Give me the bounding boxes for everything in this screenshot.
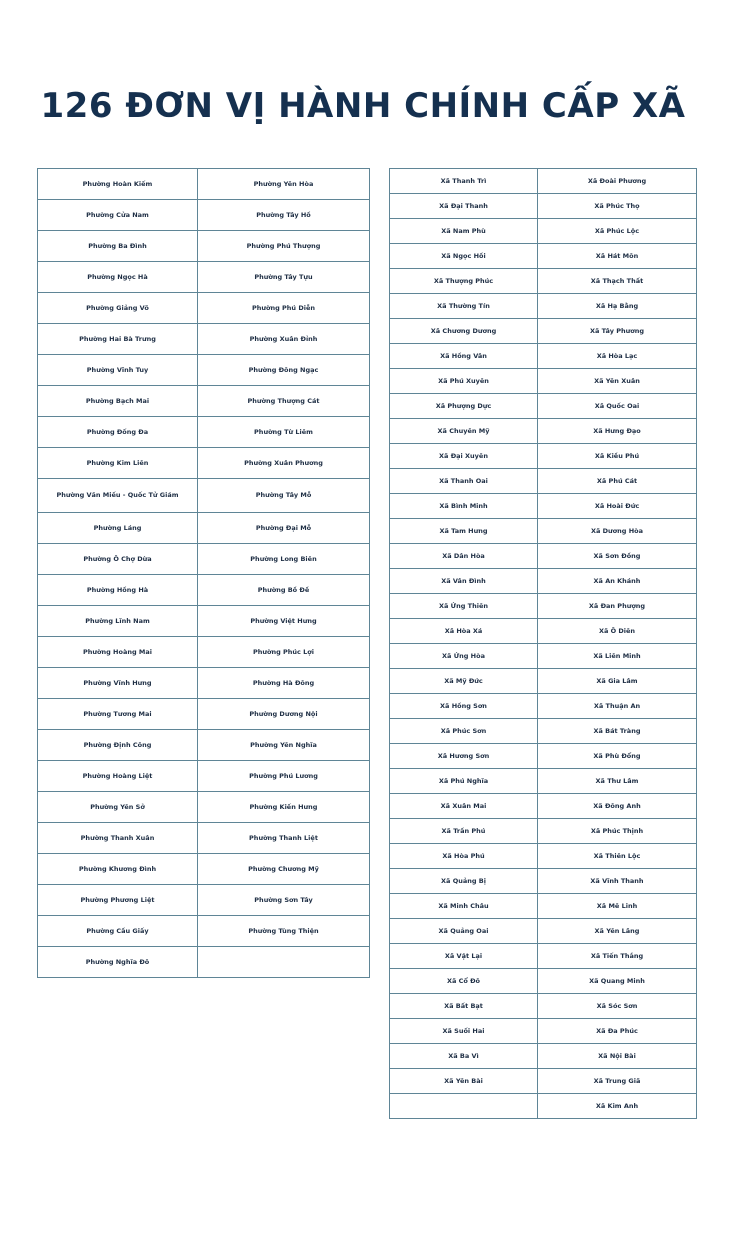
table-cell: Phường Tương Mai	[38, 699, 198, 730]
table-cell: Xã Hòa Xá	[390, 619, 538, 644]
table-cell: Xã Ba Vì	[390, 1044, 538, 1069]
table-row	[38, 355, 370, 386]
table-row	[390, 944, 697, 969]
table-cell: Xã Phượng Dực	[390, 394, 538, 419]
table-cell: Xã Đan Phượng	[538, 594, 697, 619]
table-cell: Xã Thường Tín	[390, 294, 538, 319]
table-row	[390, 319, 697, 344]
table-cell: Xã An Khánh	[538, 569, 697, 594]
table-cell: Phường Chương Mỹ	[198, 854, 370, 885]
table-cell	[198, 947, 370, 978]
xa-table-body	[390, 169, 697, 1119]
table-cell: Xã Thượng Phúc	[390, 269, 538, 294]
table-row	[38, 513, 370, 544]
table-cell: Phường Bồ Đề	[198, 575, 370, 606]
table-row	[390, 869, 697, 894]
table-cell: Xã Bình Minh	[390, 494, 538, 519]
table-row	[38, 916, 370, 947]
table-cell: Xã Hòa Lạc	[538, 344, 697, 369]
table-cell: Xã Quốc Oai	[538, 394, 697, 419]
table-cell: Phường Ô Chợ Dừa	[38, 544, 198, 575]
table-cell: Phường Tây Mỗ	[198, 479, 370, 513]
table-cell: Xã Nam Phù	[390, 219, 538, 244]
table-cell: Xã Bát Tràng	[538, 719, 697, 744]
table-cell: Xã Thiên Lộc	[538, 844, 697, 869]
table-cell: Phường Phú Diễn	[198, 293, 370, 324]
table-row	[390, 669, 697, 694]
table-row	[38, 668, 370, 699]
table-cell: Phường Nghĩa Đô	[38, 947, 198, 978]
table-cell: Phường Hà Đông	[198, 668, 370, 699]
table-cell: Xã Hát Môn	[538, 244, 697, 269]
table-row	[38, 637, 370, 668]
table-cell: Xã Thuận An	[538, 694, 697, 719]
table-cell: Phường Kiến Hưng	[198, 792, 370, 823]
table-cell: Xã Ô Diên	[538, 619, 697, 644]
table-cell: Phường Lĩnh Nam	[38, 606, 198, 637]
table-cell: Xã Kiều Phú	[538, 444, 697, 469]
table-row	[390, 744, 697, 769]
table-cell: Xã Mê Linh	[538, 894, 697, 919]
table-cell: Phường Thượng Cát	[198, 386, 370, 417]
table-cell: Xã Quang Minh	[538, 969, 697, 994]
table-cell: Phường Hoàng Mai	[38, 637, 198, 668]
table-cell: Phường Ba Đình	[38, 231, 198, 262]
table-row	[38, 448, 370, 479]
page-title: 126 ĐƠN VỊ HÀNH CHÍNH CẤP XÃ	[40, 86, 686, 126]
table-cell: Phường Yên Hòa	[198, 169, 370, 200]
table-cell: Phường Hoàn Kiếm	[38, 169, 198, 200]
table-cell: Phường Hồng Hà	[38, 575, 198, 606]
table-row	[390, 694, 697, 719]
table-cell: Phường Từ Liêm	[198, 417, 370, 448]
table-row	[390, 769, 697, 794]
table-cell: Xã Trần Phú	[390, 819, 538, 844]
table-cell: Xã Hạ Bằng	[538, 294, 697, 319]
table-cell: Phường Vĩnh Hưng	[38, 668, 198, 699]
table-row	[38, 699, 370, 730]
table-cell: Xã Tiến Thắng	[538, 944, 697, 969]
table-cell: Phường Yên Sở	[38, 792, 198, 823]
table-row	[390, 419, 697, 444]
table-row	[390, 894, 697, 919]
table-row	[38, 823, 370, 854]
table-row	[38, 386, 370, 417]
table-row	[390, 569, 697, 594]
table-row	[390, 269, 697, 294]
table-row	[38, 730, 370, 761]
table-cell: Xã Chương Dương	[390, 319, 538, 344]
table-cell: Xã Bất Bạt	[390, 994, 538, 1019]
table-row	[390, 494, 697, 519]
table-cell: Phường Khương Đình	[38, 854, 198, 885]
table-row	[390, 544, 697, 569]
table-cell: Xã Vật Lại	[390, 944, 538, 969]
table-row	[38, 606, 370, 637]
xa-table	[389, 168, 697, 1119]
table-row	[390, 519, 697, 544]
table-cell: Xã Đại Thanh	[390, 194, 538, 219]
table-row	[390, 719, 697, 744]
table-row	[38, 293, 370, 324]
table-cell: Phường Hoàng Liệt	[38, 761, 198, 792]
table-row	[390, 594, 697, 619]
table-row	[390, 994, 697, 1019]
table-cell: Phường Tây Hồ	[198, 200, 370, 231]
table-row	[390, 969, 697, 994]
table-cell: Xã Phúc Lộc	[538, 219, 697, 244]
table-cell: Xã Phúc Sơn	[390, 719, 538, 744]
table-cell: Phường Tây Tựu	[198, 262, 370, 293]
table-cell: Xã Đại Xuyên	[390, 444, 538, 469]
table-cell: Xã Đoài Phương	[538, 169, 697, 194]
table-row	[38, 761, 370, 792]
table-row	[390, 219, 697, 244]
table-row	[390, 844, 697, 869]
table-row	[38, 169, 370, 200]
table-row	[390, 1044, 697, 1069]
phuong-table-body	[38, 169, 370, 978]
table-row	[390, 344, 697, 369]
table-cell: Xã Thư Lâm	[538, 769, 697, 794]
table-cell: Xã Hồng Vân	[390, 344, 538, 369]
table-row	[390, 394, 697, 419]
table-cell: Xã Ngọc Hồi	[390, 244, 538, 269]
table-row	[390, 919, 697, 944]
table-cell: Phường Đống Đa	[38, 417, 198, 448]
table-cell: Xã Yên Xuân	[538, 369, 697, 394]
table-cell: Xã Nội Bài	[538, 1044, 697, 1069]
table-cell: Xã Suối Hai	[390, 1019, 538, 1044]
table-cell: Phường Kim Liên	[38, 448, 198, 479]
table-cell: Phường Yên Nghĩa	[198, 730, 370, 761]
table-row	[38, 417, 370, 448]
table-cell: Phường Phương Liệt	[38, 885, 198, 916]
phuong-table	[37, 168, 370, 978]
table-cell: Phường Sơn Tây	[198, 885, 370, 916]
table-cell: Xã Phúc Thịnh	[538, 819, 697, 844]
table-cell: Phường Xuân Phương	[198, 448, 370, 479]
table-row	[390, 369, 697, 394]
table-cell: Xã Sơn Đồng	[538, 544, 697, 569]
table-cell: Xã Trung Giã	[538, 1069, 697, 1094]
table-row	[38, 262, 370, 293]
table-cell: Phường Văn Miếu - Quốc Tử Giám	[38, 479, 198, 513]
table-row	[38, 575, 370, 606]
table-cell: Phường Giảng Võ	[38, 293, 198, 324]
table-cell: Phường Cửa Nam	[38, 200, 198, 231]
table-row	[390, 619, 697, 644]
table-row	[390, 169, 697, 194]
table-row	[390, 794, 697, 819]
table-cell: Xã Phúc Thọ	[538, 194, 697, 219]
table-cell: Xã Sóc Sơn	[538, 994, 697, 1019]
table-cell: Phường Thanh Liệt	[198, 823, 370, 854]
table-cell: Phường Bạch Mai	[38, 386, 198, 417]
table-cell: Phường Xuân Đỉnh	[198, 324, 370, 355]
table-cell: Phường Việt Hưng	[198, 606, 370, 637]
table-cell: Xã Hòa Phú	[390, 844, 538, 869]
table-row	[38, 947, 370, 978]
table-row	[38, 324, 370, 355]
table-cell: Xã Yên Bài	[390, 1069, 538, 1094]
table-cell: Xã Quảng Bị	[390, 869, 538, 894]
table-cell: Xã Đông Anh	[538, 794, 697, 819]
table-row	[38, 200, 370, 231]
table-row	[390, 294, 697, 319]
table-cell: Phường Phú Thượng	[198, 231, 370, 262]
table-cell: Xã Ứng Thiên	[390, 594, 538, 619]
table-cell: Xã Thạch Thất	[538, 269, 697, 294]
table-cell: Xã Chuyên Mỹ	[390, 419, 538, 444]
table-cell: Xã Minh Châu	[390, 894, 538, 919]
table-cell: Phường Vĩnh Tuy	[38, 355, 198, 386]
table-cell: Phường Đại Mỗ	[198, 513, 370, 544]
table-row	[38, 231, 370, 262]
table-row	[38, 544, 370, 575]
table-row	[390, 644, 697, 669]
table-row	[38, 792, 370, 823]
table-cell: Xã Hưng Đạo	[538, 419, 697, 444]
table-cell: Phường Định Công	[38, 730, 198, 761]
table-cell: Phường Ngọc Hà	[38, 262, 198, 293]
table-cell: Phường Dương Nội	[198, 699, 370, 730]
table-row	[38, 479, 370, 513]
table-cell: Xã Mỹ Đức	[390, 669, 538, 694]
table-cell: Xã Hương Sơn	[390, 744, 538, 769]
table-cell: Xã Quảng Oai	[390, 919, 538, 944]
table-cell: Phường Thanh Xuân	[38, 823, 198, 854]
table-cell: Xã Hồng Sơn	[390, 694, 538, 719]
table-cell: Xã Thanh Oai	[390, 469, 538, 494]
table-cell: Xã Gia Lâm	[538, 669, 697, 694]
table-row	[390, 819, 697, 844]
table-cell: Xã Tây Phương	[538, 319, 697, 344]
table-cell: Phường Phú Lương	[198, 761, 370, 792]
table-cell: Xã Phù Đổng	[538, 744, 697, 769]
table-row	[390, 469, 697, 494]
table-cell: Xã Cổ Đô	[390, 969, 538, 994]
table-row	[38, 854, 370, 885]
table-row	[390, 244, 697, 269]
table-cell: Phường Tùng Thiện	[198, 916, 370, 947]
table-cell	[390, 1094, 538, 1119]
table-cell: Xã Liên Minh	[538, 644, 697, 669]
table-cell: Xã Hoài Đức	[538, 494, 697, 519]
table-cell: Xã Xuân Mai	[390, 794, 538, 819]
table-cell: Xã Tam Hưng	[390, 519, 538, 544]
table-cell: Xã Dương Hòa	[538, 519, 697, 544]
table-row	[390, 444, 697, 469]
table-cell: Xã Kim Anh	[538, 1094, 697, 1119]
table-row	[390, 194, 697, 219]
table-cell: Xã Ứng Hòa	[390, 644, 538, 669]
table-cell: Phường Cầu Giấy	[38, 916, 198, 947]
table-cell: Phường Hai Bà Trưng	[38, 324, 198, 355]
table-row	[390, 1019, 697, 1044]
table-cell: Xã Thanh Trì	[390, 169, 538, 194]
table-cell: Xã Đa Phúc	[538, 1019, 697, 1044]
table-cell: Xã Vân Đình	[390, 569, 538, 594]
table-row	[390, 1069, 697, 1094]
table-cell: Xã Yên Lãng	[538, 919, 697, 944]
table-cell: Xã Phú Xuyên	[390, 369, 538, 394]
table-cell: Phường Long Biên	[198, 544, 370, 575]
table-row	[390, 1094, 697, 1119]
table-cell: Phường Phúc Lợi	[198, 637, 370, 668]
table-row	[38, 885, 370, 916]
table-cell: Xã Dân Hòa	[390, 544, 538, 569]
table-cell: Xã Phú Cát	[538, 469, 697, 494]
table-cell: Xã Vĩnh Thanh	[538, 869, 697, 894]
table-cell: Phường Láng	[38, 513, 198, 544]
table-cell: Xã Phú Nghĩa	[390, 769, 538, 794]
table-cell: Phường Đông Ngạc	[198, 355, 370, 386]
